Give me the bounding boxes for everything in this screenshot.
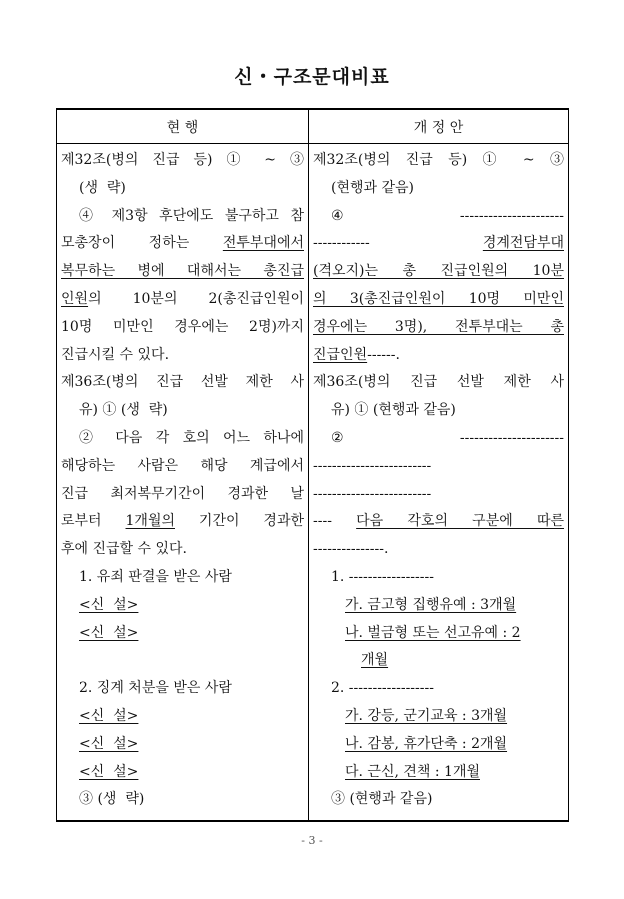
- underlined-text: 가. 금고형 집행유예 : 3개월: [345, 596, 517, 613]
- text-line: 진급 최저복무기간이 경과한 날: [61, 485, 304, 502]
- page-title: 신・구조문대비표: [234, 66, 390, 88]
- underlined-text: (격오지)는 총 진급인원의 10분: [313, 263, 564, 280]
- text-line: [61, 759, 304, 787]
- underlined-text: 나. 감봉, 휴가단축 : 2개월: [345, 735, 508, 752]
- text-line: 유) ① (생 략): [79, 402, 168, 419]
- text-line: [61, 731, 304, 759]
- text-line: [61, 508, 304, 536]
- text-line: [313, 703, 564, 731]
- text-line: [61, 286, 304, 314]
- text-line: 해당하는 사람은 해당 계급에서: [61, 457, 304, 474]
- underlined-text: 복무하는 병에 대해서는 총진급: [61, 263, 304, 280]
- text-segment: 모총장이 정하는: [61, 235, 223, 252]
- underlined-text: 의 3(총진급인원이 10명 미만인: [313, 290, 564, 307]
- header-revised: 개 정 안: [309, 109, 569, 144]
- new-provision-marker: <신 설>: [79, 624, 139, 641]
- text-line: (현행과 같음): [331, 179, 414, 196]
- text-line: [313, 508, 564, 536]
- underlined-text: 1개월의: [125, 513, 175, 530]
- text-line: [313, 230, 564, 258]
- text-line: 1. ------------------: [331, 568, 434, 585]
- current-column: [57, 144, 309, 822]
- text-line: 제36조(병의 진급 선발 제한 사: [61, 374, 304, 391]
- table-header-row: [57, 109, 569, 144]
- text-line: 후에 진급할 수 있다.: [61, 541, 187, 558]
- new-provision-marker: <신 설>: [79, 707, 139, 724]
- underlined-text: 나. 벌금형 또는 선고유예 : 2: [345, 624, 521, 641]
- page-number: - 3 -: [301, 834, 323, 847]
- underlined-text: 가. 강등, 군기교육 : 3개월: [345, 707, 508, 724]
- text-line: -------------------------: [313, 485, 432, 502]
- text-line: 1. 유죄 판결을 받은 사람: [79, 568, 232, 585]
- text-line: 제32조(병의 진급 등) ① ~ ③: [313, 152, 564, 168]
- text-line: 2. 징계 처분을 받은 사람: [79, 680, 232, 697]
- text-segment: ------------: [313, 235, 483, 252]
- underlined-text: 경계전담부대: [482, 235, 564, 252]
- blank-line: [61, 647, 304, 675]
- comparison-table: [56, 108, 569, 822]
- text-line: (생 략): [79, 179, 126, 196]
- text-line: [61, 703, 304, 731]
- text-line: 진급시킬 수 있다.: [61, 346, 170, 363]
- text-line: [61, 230, 304, 258]
- text-line: ④ 제3항 후단에도 불구하고 참: [79, 207, 304, 224]
- underlined-text: 다. 근신, 견책 : 1개월: [345, 763, 480, 780]
- text-line: [61, 592, 304, 620]
- revised-column: [309, 144, 569, 822]
- underlined-text: 진급인원: [313, 346, 368, 363]
- text-line: 10명 미만인 경우에는 2명)까지: [61, 318, 304, 335]
- text-segment: 로부터: [61, 513, 126, 530]
- text-line: 2. ------------------: [331, 680, 434, 697]
- text-line: ② ----------------------: [331, 429, 564, 446]
- text-line: -------------------------: [313, 457, 432, 474]
- text-line: [313, 731, 564, 759]
- underlined-text: 다음 각호의 구분에 따른: [356, 513, 564, 530]
- text-line: [313, 620, 564, 648]
- text-segment: ----: [313, 513, 357, 530]
- text-line: [313, 342, 564, 370]
- text-line: 제32조(병의 진급 등) ① ~ ③: [61, 152, 304, 168]
- new-provision-marker: <신 설>: [79, 763, 139, 780]
- text-line: [61, 620, 304, 648]
- table-body-row: [57, 144, 569, 822]
- text-line: 유) ① (현행과 같음): [331, 402, 456, 419]
- text-segment: 의 10분의 2(총진급인원이: [88, 290, 304, 307]
- text-line: [313, 592, 564, 620]
- text-line: 제36조(병의 진급 선발 제한 사: [313, 374, 564, 391]
- new-provision-marker: <신 설>: [79, 596, 139, 613]
- text-segment: 기간이 경과한: [175, 513, 304, 530]
- new-provision-marker: <신 설>: [79, 735, 139, 752]
- text-line: ---------------.: [313, 541, 389, 558]
- text-line: [313, 258, 564, 286]
- underlined-text: 전투부대에서: [222, 235, 304, 252]
- text-line: [61, 258, 304, 286]
- underlined-text: 경우에는 3명), 전투부대는 총: [313, 318, 564, 335]
- text-line: ④ ----------------------: [331, 207, 564, 224]
- underlined-text: 개월: [361, 652, 389, 669]
- text-segment: ------.: [367, 346, 400, 363]
- text-line: ③ (현행과 같음): [331, 791, 433, 808]
- underlined-text: 인원: [61, 290, 89, 307]
- text-line: ③ (생 략): [79, 791, 145, 808]
- header-current: 현 행: [57, 109, 309, 144]
- text-line: ② 다음 각 호의 어느 하나에: [79, 429, 304, 446]
- text-line: [313, 286, 564, 314]
- text-line: [313, 647, 564, 675]
- text-line: [313, 759, 564, 787]
- text-line: [313, 314, 564, 342]
